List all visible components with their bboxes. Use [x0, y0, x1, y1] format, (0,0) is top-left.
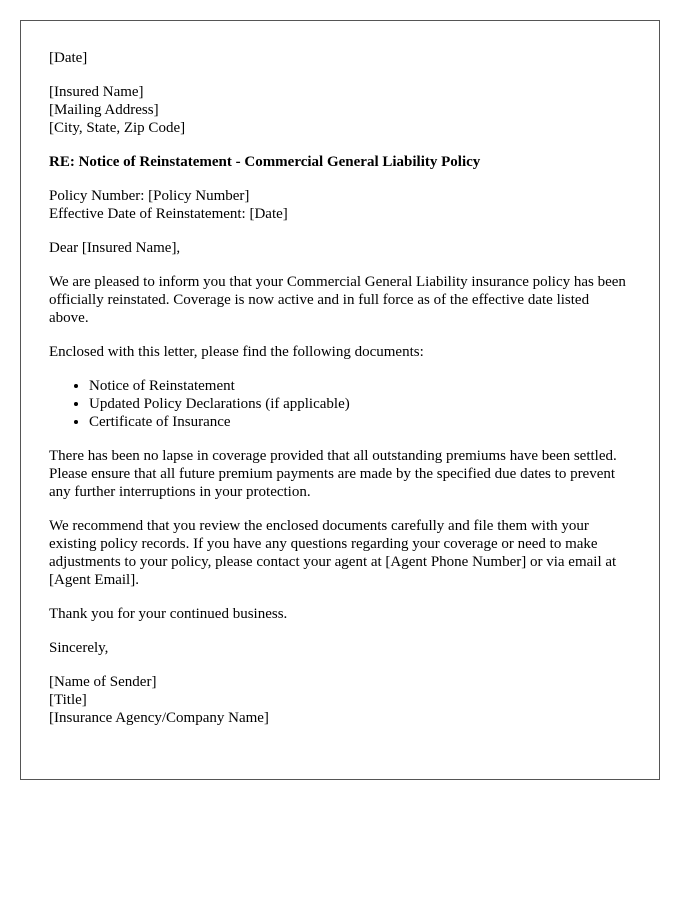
paragraph-enclosed: Enclosed with this letter, please find the following documents: [49, 344, 424, 360]
recipient-city-state-zip: [City, State, Zip Code] [49, 120, 186, 136]
list-item: • Certificate of Insurance [89, 413, 631, 431]
closing-line: Sincerely, [49, 640, 109, 656]
list-item: • Updated Policy Declarations (if applicable) [89, 395, 631, 413]
policy-info [49, 187, 631, 223]
recipient-address: [Mailing Address] [49, 102, 159, 118]
sender-company: [Insurance Agency/Company Name] [49, 710, 269, 726]
signature-block [49, 673, 631, 727]
thanks-line: Thank you for your continued business. [49, 606, 288, 622]
recipient-name: [Insured Name] [49, 84, 144, 100]
policy-number: Policy Number: [Policy Number] [49, 188, 250, 204]
paragraph-no-lapse: There has been no lapse in coverage provided that all outstanding premiums have been settled. Please ensure that all future premium payments are made by the specified due dates to prevent any further interruptions in your protection. [49, 448, 617, 500]
sender-title: [Title] [49, 692, 87, 708]
paragraph-recommend: We recommend that you review the enclosed documents carefully and file them with your existing policy records. If you have any questions regarding your coverage or need to make adjustments to your policy, please contact your agent at [Agent Phone Number] or via email at [Agent Email]. [49, 518, 617, 588]
enclosure-list [49, 377, 631, 431]
letter-date: [Date] [49, 50, 88, 66]
letter-page [20, 20, 660, 780]
recipient-block [49, 83, 631, 137]
sender-name: [Name of Sender] [49, 674, 157, 690]
list-item: • Notice of Reinstatement [89, 377, 631, 395]
subject-line: RE: Notice of Reinstatement - Commercial General Liability Policy [49, 154, 481, 170]
salutation: Dear [Insured Name], [49, 240, 181, 256]
paragraph-reinstated: We are pleased to inform you that your Commercial General Liability insurance policy has been officially reinstated. Coverage is now active and in full force as of the effective date listed above. [49, 274, 626, 326]
effective-date: Effective Date of Reinstatement: [Date] [49, 206, 288, 222]
